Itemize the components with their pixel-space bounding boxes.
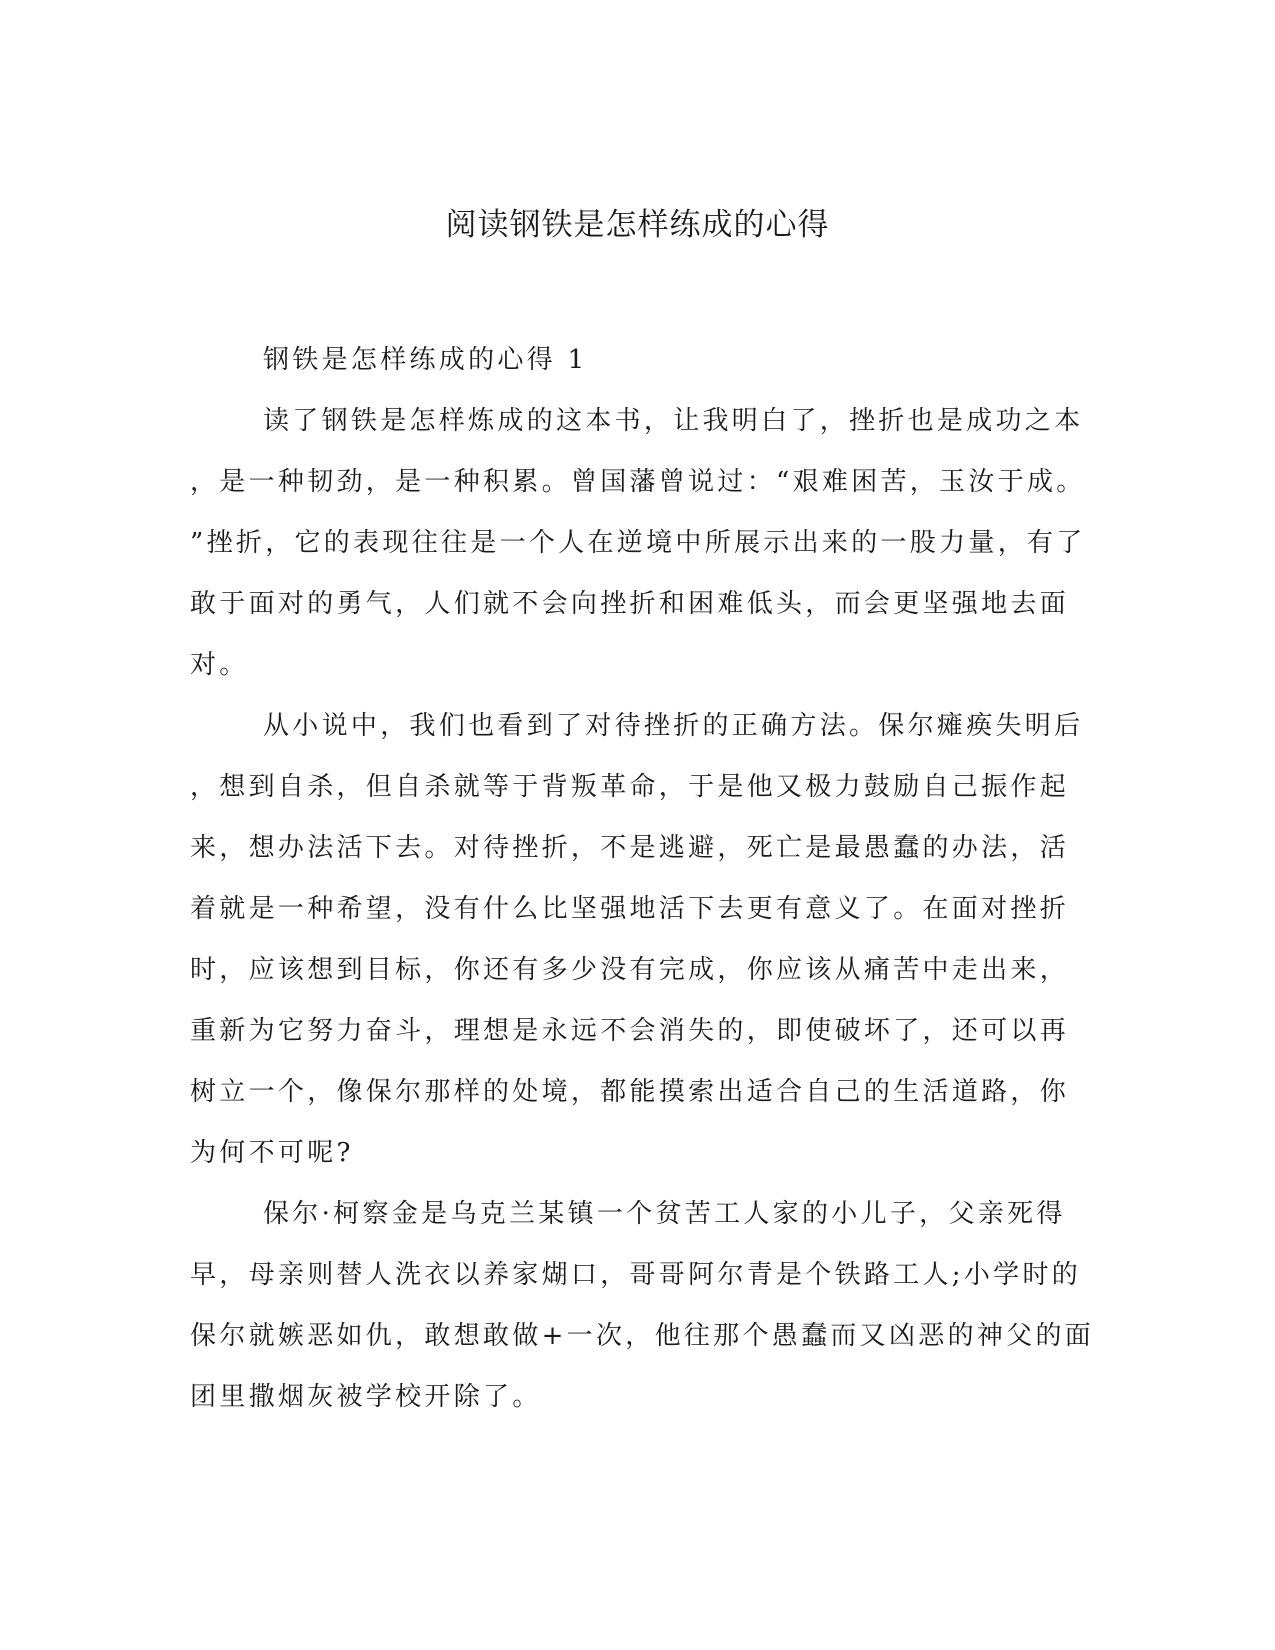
text-line: 树立一个，像保尔那样的处境，都能摸索出适合自己的生活道路，你	[190, 1077, 1070, 1107]
text-line: 时，应该想到目标，你还有多少没有完成，你应该从痛苦中走出来，	[190, 955, 1070, 985]
text-line: 保尔就嫉恶如仇，敢想敢做+一次，他往那个愚蠢而又凶恶的神父的面	[190, 1321, 1095, 1351]
text-line: 着就是一种希望，没有什么比坚强地活下去更有意义了。在面对挫折	[190, 894, 1070, 924]
document-title: 阅读钢铁是怎样练成的心得	[445, 207, 830, 243]
text-line: 为何不可呢?	[190, 1138, 354, 1168]
text-line: 敢于面对的勇气，人们就不会向挫折和困难低头，而会更坚强地去面	[190, 589, 1070, 619]
text-line: ，想到自杀，但自杀就等于背叛革命，于是他又极力鼓励自己振作起	[190, 772, 1070, 802]
section-heading: 钢铁是怎样练成的心得 1	[263, 345, 588, 375]
text-line: 保尔·柯察金是乌克兰某镇一个贫苦工人家的小儿子，父亲死得	[263, 1199, 1066, 1229]
text-line: 对。	[190, 650, 249, 680]
text-line: 读了钢铁是怎样炼成的这本书，让我明白了，挫折也是成功之本	[263, 406, 1084, 436]
paragraph-lines	[190, 391, 1095, 1428]
text-line: ”挫折，它的表现往往是一个人在逆境中所展示出来的一股力量，有了	[190, 528, 1086, 558]
document-body	[190, 330, 1095, 1428]
text-line: 团里撒烟灰被学校开除了。	[190, 1382, 542, 1412]
text-line: ，是一种韧劲，是一种积累。曾国藩曾说过：“艰难困苦，玉汝于成。	[190, 467, 1086, 497]
text-line: 重新为它努力奋斗，理想是永远不会消失的，即使破坏了，还可以再	[190, 1016, 1070, 1046]
text-line: 从小说中，我们也看到了对待挫折的正确方法。保尔瘫痪失明后	[263, 711, 1084, 741]
text-line: 来，想办法活下去。对待挫折，不是逃避，死亡是最愚蠢的办法，活	[190, 833, 1070, 863]
text-line: 早，母亲则替人洗衣以养家煳口，哥哥阿尔青是个铁路工人;小学时的	[190, 1260, 1082, 1290]
